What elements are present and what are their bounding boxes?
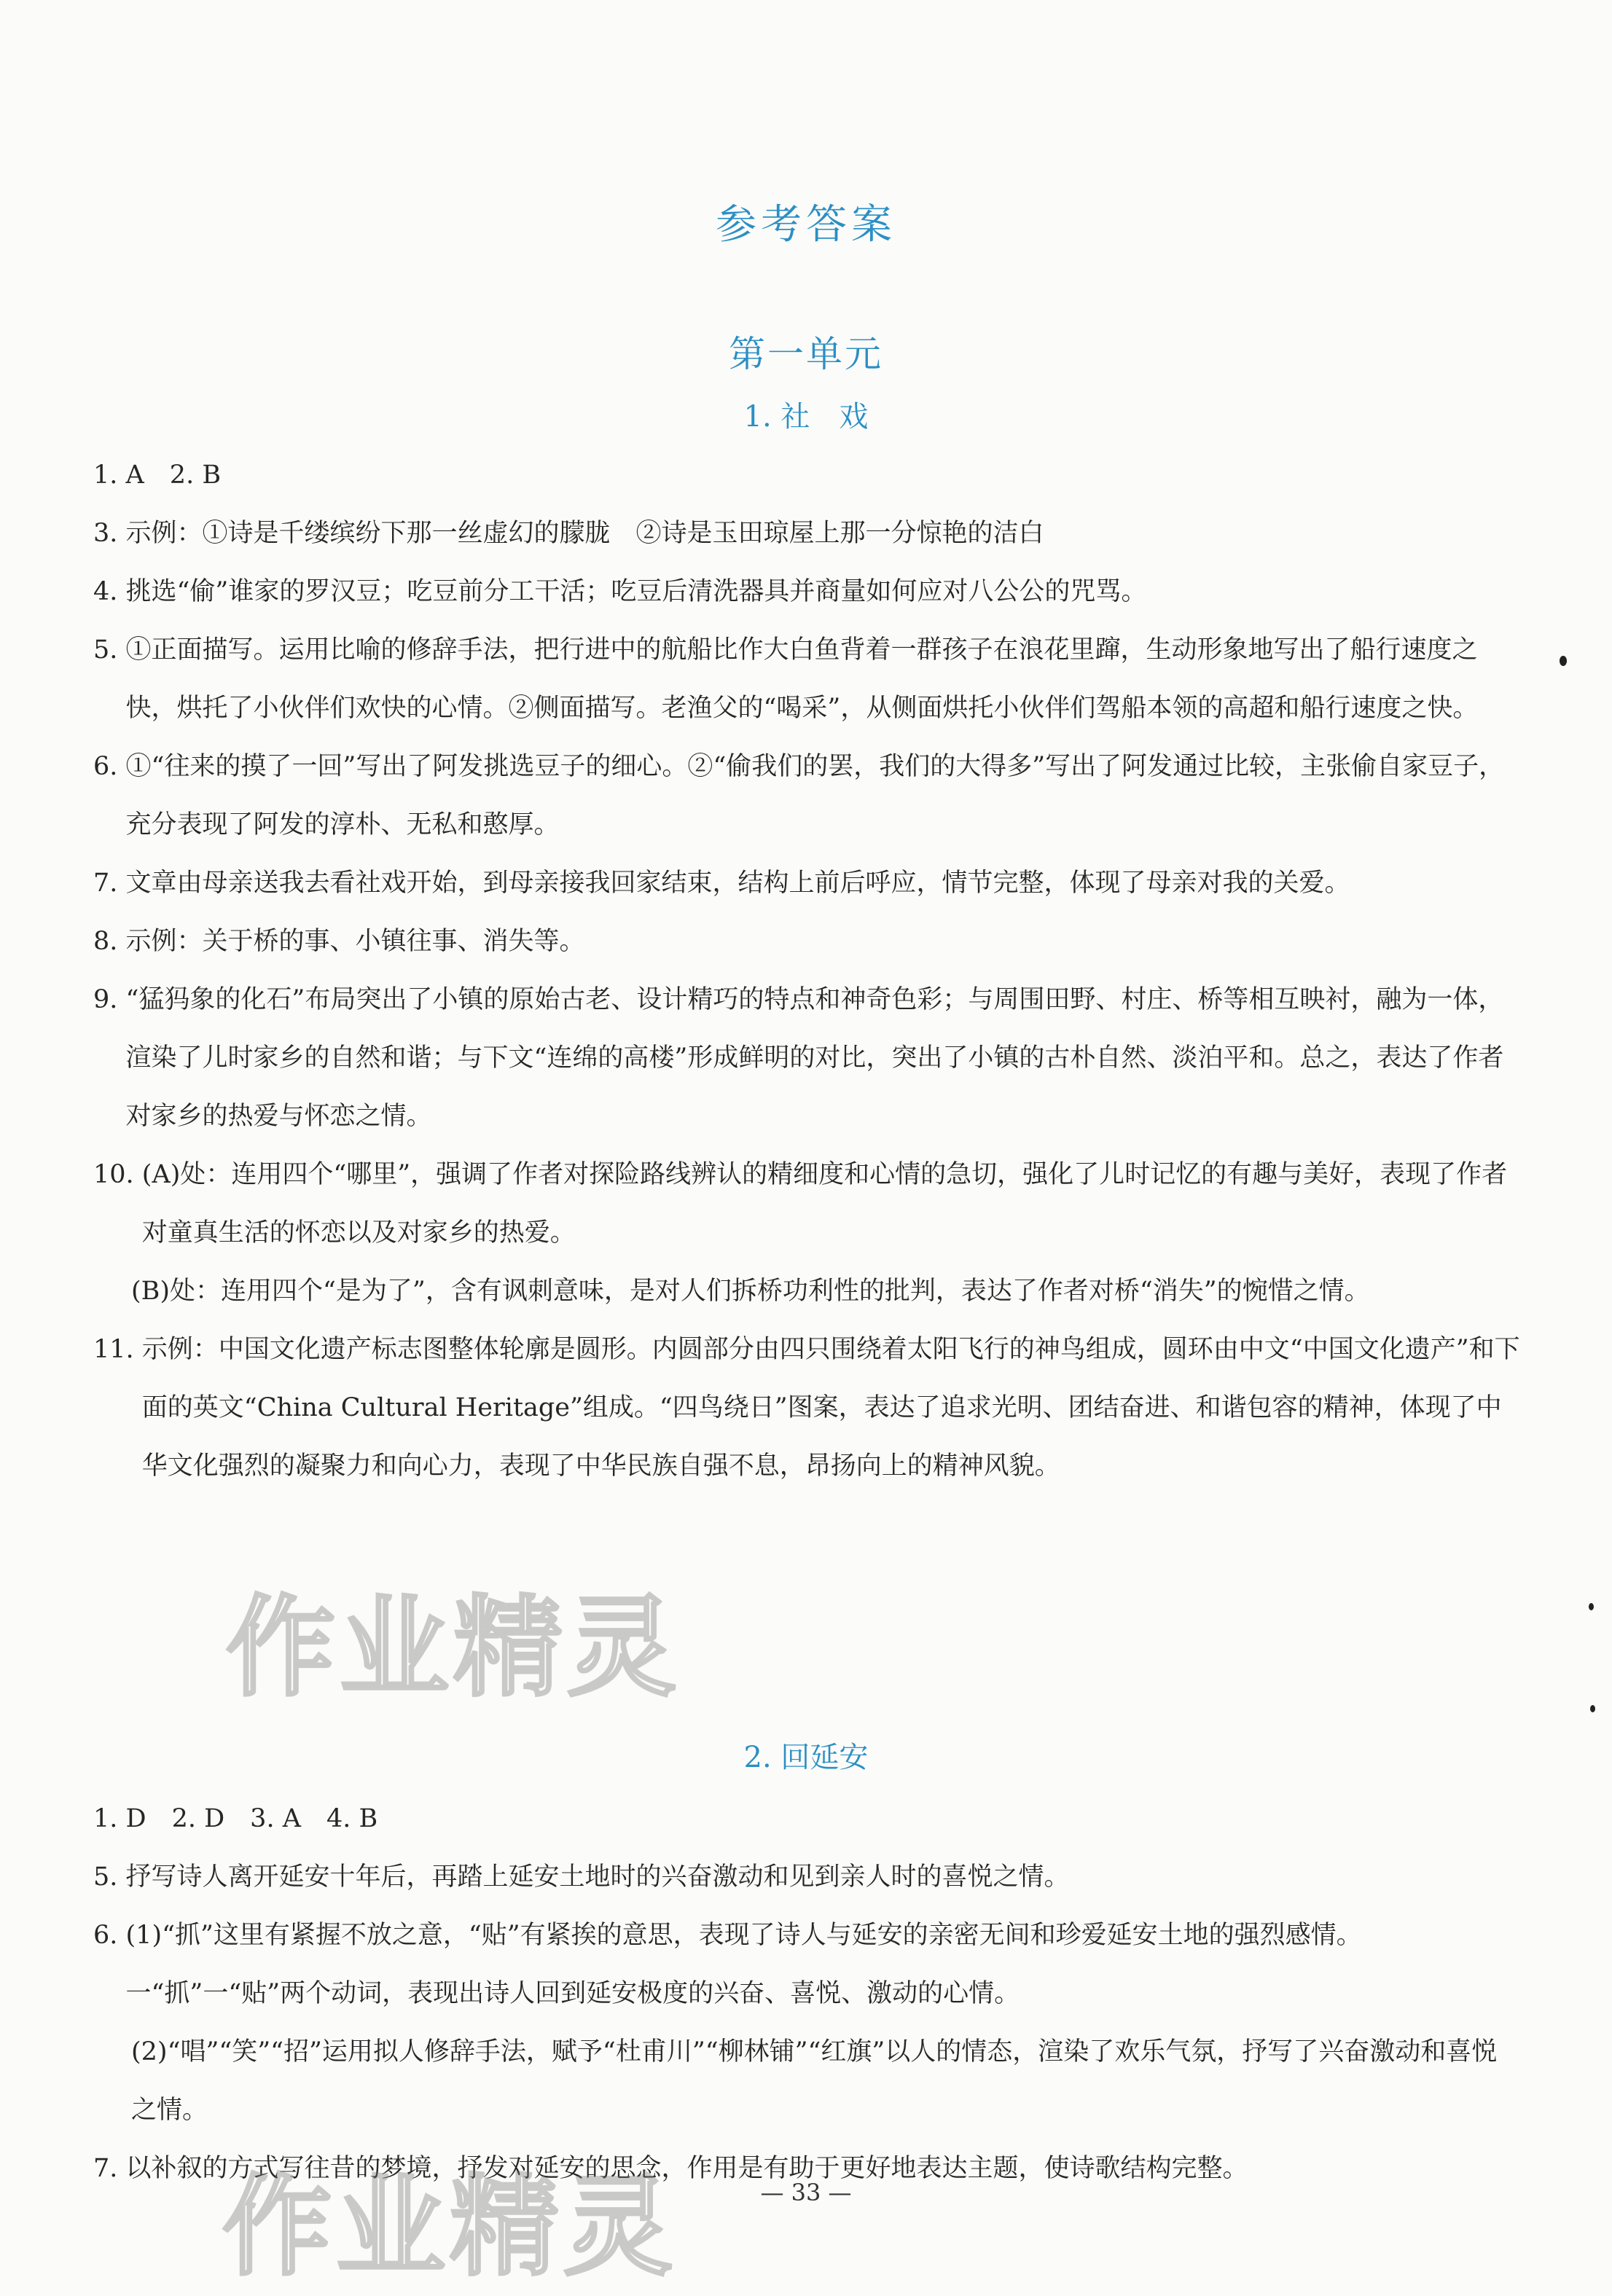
- item-text: D 2. D 3. A 4. B: [125, 1804, 378, 1833]
- lesson-2-answers: [93, 1790, 1522, 2198]
- item-text: A 2. B: [125, 461, 222, 490]
- item-number: 7.: [93, 869, 126, 898]
- lesson-1-answers: [93, 446, 1522, 1495]
- item-number: 5.: [93, 1862, 126, 1892]
- item-number: 8.: [93, 927, 126, 956]
- answer-item: [93, 504, 1522, 563]
- item-text: 示例：关于桥的事、小镇往事、消失等。: [125, 927, 585, 956]
- item-number: 4.: [93, 577, 126, 606]
- watermark: 作业精灵: [222, 2164, 678, 2291]
- scan-speck: [1589, 1603, 1594, 1610]
- item-number: 9.: [93, 985, 126, 1014]
- answer-item: [93, 1848, 1522, 1906]
- scan-speck: [1560, 656, 1567, 666]
- item-text: “猛犸象的化石”布局突出了小镇的原始古老、设计精巧的特点和神奇色彩；与周围田野、村庄、桥等相互映衬，融为一体，渲染了儿时家乡的自然和谐；与下文“连绵的高楼”形成鲜明的对比，突出了小镇的古朴自然、淡泊平和。总之，表达了作者对家乡的热爱与怀恋之情。: [125, 985, 1504, 1131]
- item-text: 抒写诗人离开延安十年后，再踏上延安土地时的兴奋激动和见到亲人时的喜悦之情。: [125, 1862, 1070, 1892]
- answer-item: [93, 1906, 1522, 2023]
- item-number: 11.: [93, 1335, 142, 1364]
- item-number: 5.: [93, 635, 126, 665]
- answer-item: [93, 446, 1522, 504]
- lesson-heading-1: 1. 社 戏: [743, 400, 869, 434]
- unit-heading: 第一单元: [729, 333, 883, 375]
- answer-item: [93, 621, 1522, 737]
- answer-subitem: [93, 2023, 1522, 2139]
- item-text: (2)“唱”“笑”“招”运用拟人修辞手法，赋予“杜甫川”“柳林铺”“红旗”以人的情态，渲染了欢乐气氛，抒写了兴奋激动和喜悦之情。: [131, 2037, 1498, 2125]
- answer-item: [93, 854, 1522, 912]
- answer-item: [93, 1790, 1522, 1848]
- answer-item: [93, 1145, 1522, 1262]
- item-text: ①正面描写。运用比喻的修辞手法，把行进中的航船比作大白鱼背着一群孩子在浪花里蹿，生动形象地写出了船行速度之快，烘托了小伙伴们欢快的心情。②侧面描写。老渔父的“喝采”，从侧面烘托小伙伴们驾船本领的高超和船行速度之快。: [125, 635, 1479, 723]
- item-text: (A)处：连用四个“哪里”，强调了作者对探险路线辨认的精细度和心情的急切，强化了儿时记忆的有趣与美好，表现了作者对童真生活的怀恋以及对家乡的热爱。: [141, 1160, 1508, 1247]
- item-text: 文章由母亲送我去看社戏开始，到母亲接我回家结束，结构上前后呼应，情节完整，体现了母亲对我的关爱。: [125, 869, 1350, 898]
- answer-subitem: [93, 1262, 1522, 1320]
- answer-item: [93, 912, 1522, 971]
- item-number: 6.: [93, 1921, 126, 1950]
- item-text: 示例：中国文化遗产标志图整体轮廓是圆形。内圆部分由四只围绕着太阳飞行的神鸟组成，圆环由中文“中国文化遗产”和下面的英文“China Cultural Heritage”组成。“四鸟绕日”图案，表达了追求光明、团结奋进、和谐包容的精神，体现了中华文化强烈的凝聚力和向心力，表现了中华民族自强不息，昂扬向上的精神风貌。: [141, 1335, 1520, 1481]
- answer-item: [93, 563, 1522, 621]
- item-number: 1.: [93, 461, 126, 490]
- item-text: 挑选“偷”谁家的罗汉豆；吃豆前分工干活；吃豆后清洗器具并商量如何应对八公公的咒骂。: [125, 577, 1147, 606]
- item-text: (B)处：连用四个“是为了”，含有讽刺意味，是对人们拆桥功利性的批判，表达了作者对桥“消失”的惋惜之情。: [131, 1277, 1370, 1306]
- item-number: 3.: [93, 519, 126, 548]
- item-number: 6.: [93, 752, 126, 781]
- answer-item: [93, 737, 1522, 854]
- item-text: 以补叙的方式写往昔的梦境，抒发对延安的思念，作用是有助于更好地表达主题，使诗歌结构完整。: [125, 2154, 1248, 2183]
- lesson-heading-2: 2. 回延安: [743, 1741, 869, 1774]
- answer-item: [93, 1320, 1522, 1495]
- page-number: — 33 —: [760, 2179, 852, 2206]
- item-number: 1.: [93, 1804, 126, 1833]
- watermark: 作业精灵: [226, 1585, 681, 1712]
- page-title: 参考答案: [716, 201, 896, 248]
- item-text: 示例：①诗是千缕缤纷下那一丝虚幻的朦胧 ②诗是玉田琼屋上那一分惊艳的洁白: [125, 519, 1044, 548]
- answer-item: [93, 971, 1522, 1145]
- item-number: 7.: [93, 2154, 126, 2183]
- item-number: 10.: [93, 1160, 142, 1189]
- item-text: (1)“抓”这里有紧握不放之意，“贴”有紧挨的意思，表现了诗人与延安的亲密无间和珍爱延安土地的强烈感情。一“抓”一“贴”两个动词，表现出诗人回到延安极度的兴奋、喜悦、激动的心情。: [125, 1921, 1362, 2008]
- scan-speck: [1590, 1705, 1595, 1712]
- item-text: ①“往来的摸了一回”写出了阿发挑选豆子的细心。②“偷我们的罢，我们的大得多”写出了阿发通过比较，主张偷自家豆子，充分表现了阿发的淳朴、无私和憨厚。: [125, 752, 1505, 839]
